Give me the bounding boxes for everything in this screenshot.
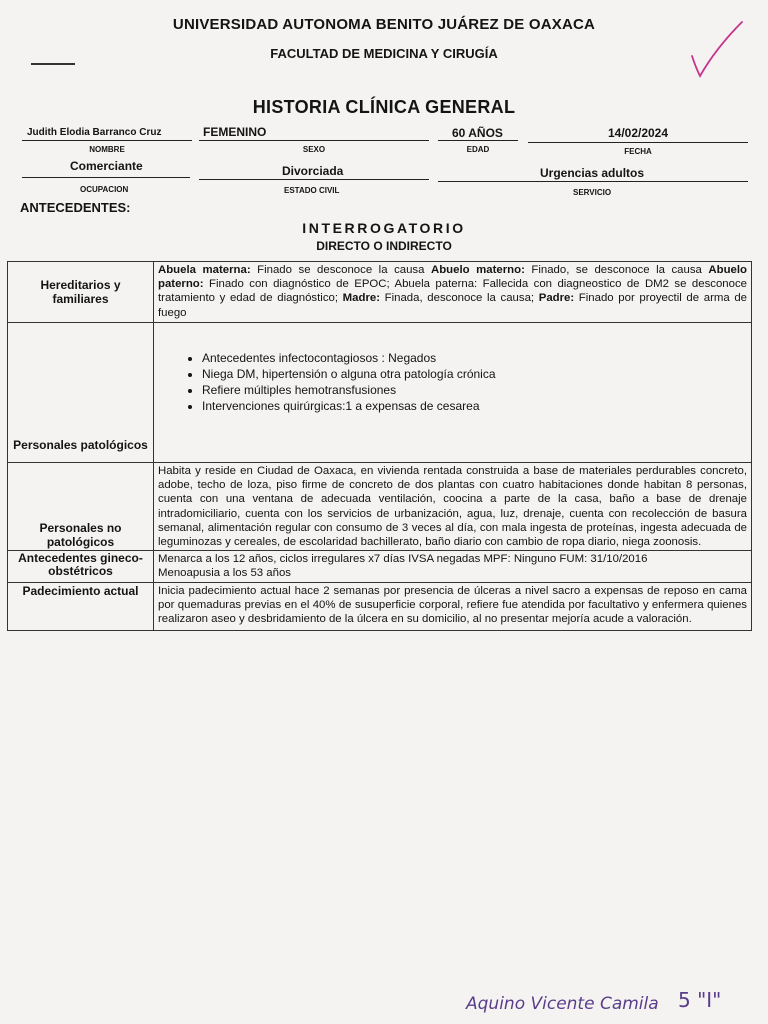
patient-civil-status: Divorciada [282,164,344,178]
hereditarios-text-4: Finada, desconoce la causa; [380,292,539,305]
list-item: • Refiere múltiples hemotransfusiones [202,382,747,398]
row-patologicos [8,323,752,463]
antecedentes-heading: ANTECEDENTES: [20,200,131,215]
hereditarios-relative-1: Abuela materna: [158,264,251,276]
patient-sex: FEMENINO [203,125,267,139]
date-underline [528,142,748,143]
service-underline [438,181,748,182]
interrogatorio-subtitle: DIRECTO O INDIRECTO [316,239,452,253]
content-hereditarios [154,262,752,323]
patient-age: 60 AÑOS [452,126,503,140]
handwritten-signature: Aquino Vicente Camila [466,994,659,1014]
content-padecimiento: Inicia padecimiento actual hace 2 semanas por presencia de úlceras a nivel sacro a expensas de reposo en cama por quemaduras previas en el 40% de susuperficie corporal, refiere fue atendida por facultativo y enfermera quienes realizaron aseo y desbridamiento de la úlcera en su domicilio, al no presentar mejoría acude a valoración. [154,582,752,631]
row-no-patologicos [8,463,752,551]
occupation-label: OCUPACION [80,185,129,194]
patient-service: Urgencias adultos [540,166,645,180]
pen-mark [31,63,75,65]
clinical-history-table [7,261,752,631]
hereditarios-relative-2: Abuelo materno: [431,264,525,276]
content-patologicos [154,323,752,463]
label-patologicos: Personales patológicos [8,323,154,463]
row-gineco [8,551,752,582]
hereditarios-relative-3: Abuelo paterno: [158,264,747,291]
hereditarios-text-1: Finado se desconoce la causa [250,264,431,276]
sex-label: SEXO [302,145,326,154]
age-label: EDAD [466,145,490,154]
university-name: UNIVERSIDAD AUTONOMA BENITO JUÁREZ DE OAXACA [172,16,596,33]
civil-status-underline [199,179,429,180]
interrogatorio-title: INTERROGATORIO [302,220,466,236]
name-label: NOMBRE [89,145,125,154]
document-title: HISTORIA CLÍNICA GENERAL [252,97,516,117]
list-item: • Niega DM, hipertensión o alguna otra patología crónica [202,366,747,382]
label-padecimiento: Padecimiento actual [8,582,154,631]
handwritten-grade: 5 "I" [678,988,722,1012]
row-padecimiento [8,582,752,631]
hereditarios-text-5: Finado por proyectil de arma de fuego [158,292,747,319]
hereditarios-relative-5: Padre: [538,292,575,305]
record-date: 14/02/2024 [607,126,669,140]
occupation-underline [22,177,190,178]
gineco-line-1: Menarca a los 12 años, ciclos irregulares x7 días IVSA negadas MPF: Ninguno FUM: 31/10/2016 [158,553,648,566]
gineco-line-2: Menoapusia a los 53 años [158,567,291,580]
faculty-name: FACULTAD DE MEDICINA Y CIRUGÍA [270,46,498,61]
hereditarios-text-2: Finado, se desconoce la causa [524,264,709,276]
label-gineco: Antecedentes gineco-obstétricos [8,551,154,582]
checkmark-icon [686,18,746,80]
date-label: FECHA [624,147,652,156]
patient-name: Judith Elodia Barranco Cruz [27,127,162,138]
patologicos-list [158,350,747,414]
service-label: SERVICIO [573,188,612,197]
age-underline [438,140,518,141]
content-gineco [154,551,752,582]
list-item: • Antecedentes infectocontagiosos : Negados [202,350,747,366]
hereditarios-relative-4: Madre: [342,292,381,305]
civil-status-label: ESTADO CIVIL [284,186,340,195]
list-item: • Intervenciones quirúrgicas:1 a expensas de cesarea [202,398,747,414]
label-no-patologicos: Personales no patológicos [8,463,154,551]
name-underline [22,140,192,141]
sex-underline [199,140,429,141]
row-hereditarios [8,262,752,323]
label-hereditarios: Hereditarios y familiares [8,262,154,323]
patient-occupation: Comerciante [70,159,143,173]
content-no-patologicos: Habita y reside en Ciudad de Oaxaca, en vivienda rentada construida a base de materiales perdurables concreto, adobe, techo de loza, piso firme de concreto de dos plantas con cuatro habitaciones donde habitan 8 personas, cuenta con una ventana de adecuada ventilación, coocina a parte de la casa, baño a base de drenaje intradomiciliario, cuenta con los servicios de urbanización, agua, luz, drenaje, cuenta con recolección de basura semanal, alimentación regular con consumo de 3 veces al día, con mala ingesta de proteínas, ingesta adecuada de leguminozas y cereales, de escolaridad bachillerato, baño diario con cambio de ropa diario, niega zoonosis. [154,463,752,551]
hereditarios-text-3: Finado con diagnóstico de EPOC; Abuela paterna: Fallecida con diagneostico de DM2 se desconoce tratamiento y edad de diagnóstico; [158,278,747,305]
